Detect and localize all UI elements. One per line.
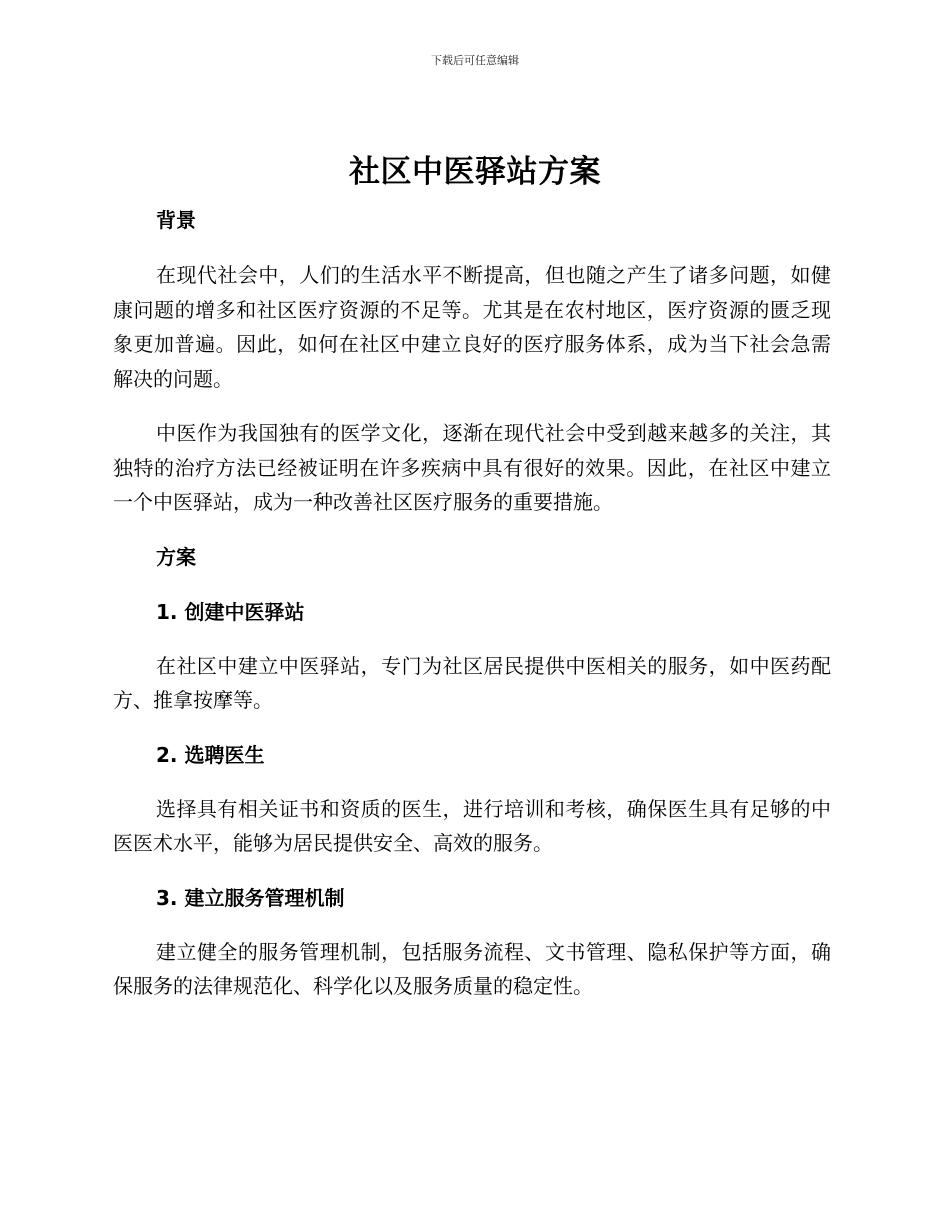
plan-item-1-heading: 1. 创建中医驿站 — [156, 599, 305, 624]
plan-item-2-heading: 2. 选聘医生 — [156, 742, 265, 767]
document-body — [113, 203, 831, 1024]
plan-item-2-text: 选择具有相关证书和资质的医生，进行培训和考核，确保医生具有足够的中医医术水平，能够为居民提供安全、高效的服务。 — [113, 796, 831, 855]
section-heading-plan: 方案 — [156, 544, 196, 569]
background-paragraph-2: 中医作为我国独有的医学文化，逐渐在现代社会中受到越来越多的关注，其独特的治疗方法已经被证明在许多疾病中具有很好的效果。因此，在社区中建立一个中医驿站，成为一种改善社区医疗服务的重要措施。 — [113, 421, 831, 514]
background-paragraph-1: 在现代社会中，人们的生活水平不断提高，但也随之产生了诸多问题，如健康问题的增多和社区医疗资源的不足等。尤其是在农村地区，医疗资源的匮乏现象更加普遍。因此，如何在社区中建立良好的医疗服务体系，成为当下社会急需解决的问题。 — [113, 263, 831, 391]
plan-item-3-heading: 3. 建立服务管理机制 — [156, 885, 345, 910]
plan-item-3-text: 建立健全的服务管理机制，包括服务流程、文书管理、隐私保护等方面，确保服务的法律规范化、科学化以及服务质量的稳定性。 — [113, 939, 831, 998]
plan-item-1-text: 在社区中建立中医驿站，专门为社区居民提供中医相关的服务，如中医药配方、推拿按摩等。 — [113, 653, 831, 712]
header-note: 下载后可任意编辑 — [431, 54, 519, 67]
document-title: 社区中医驿站方案 — [349, 154, 601, 190]
section-heading-background: 背景 — [156, 208, 196, 232]
